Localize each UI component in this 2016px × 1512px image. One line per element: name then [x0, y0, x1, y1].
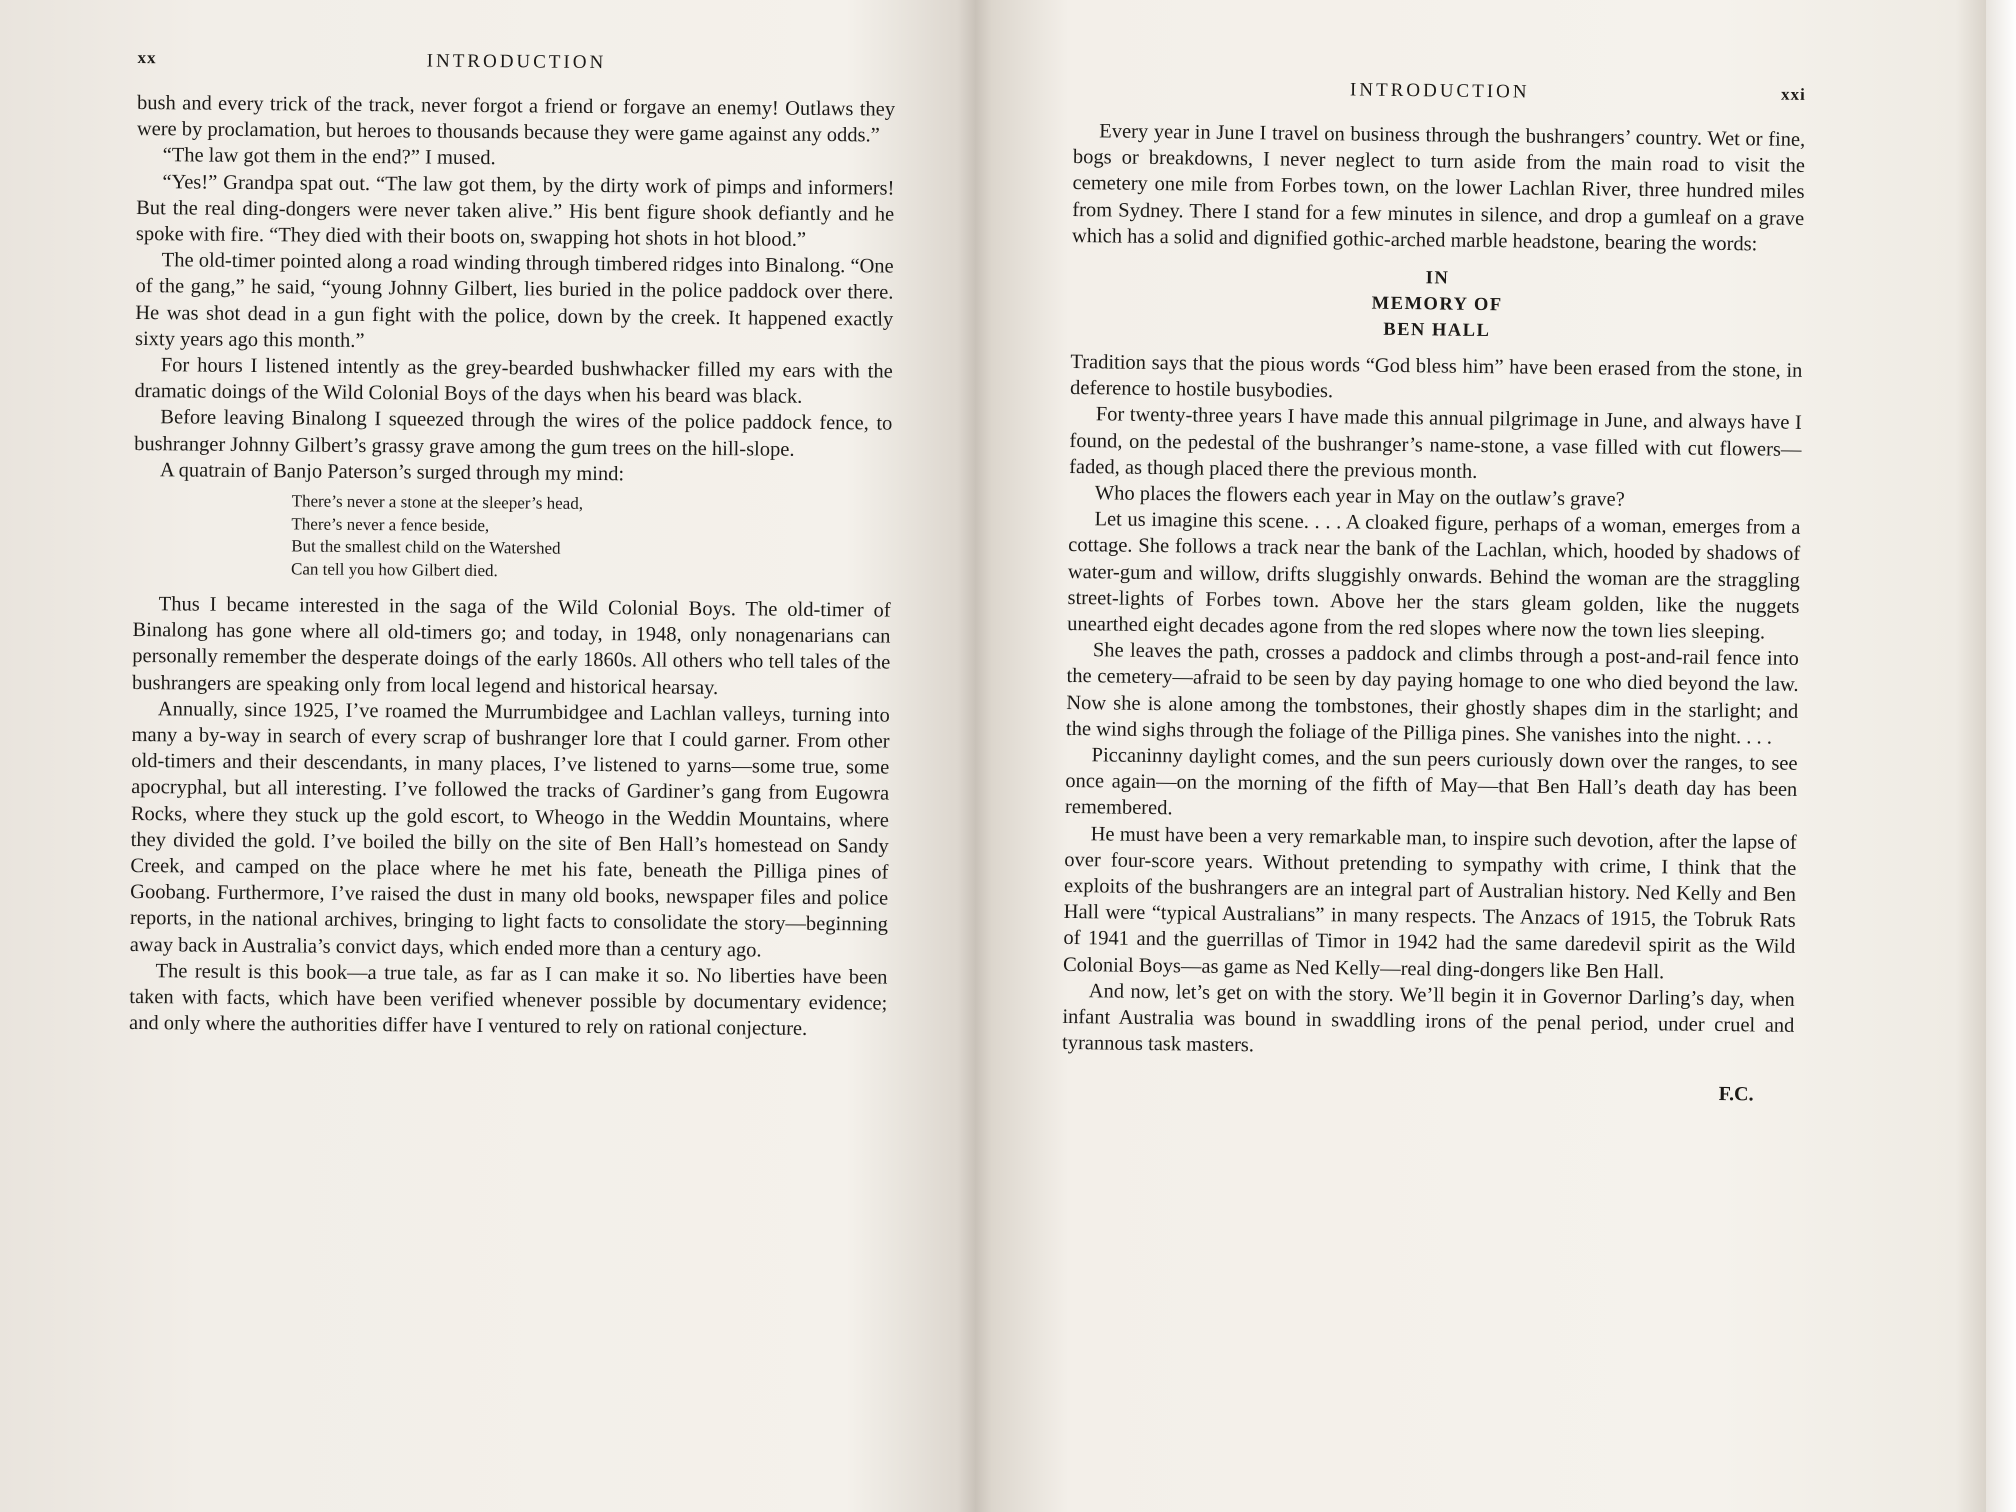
paragraph: Annually, since 1925, I’ve roamed the Murrumbidgee and Lachlan valleys, turning into many a by-way in search of every scrap of bushranger lore that I could garner. From other old-timers and their descendants, in many places, I’ve listened to yarns—some true, some apocryphal, but all interesting. I’ve followed the tracks of Gardiner’s gang from Eugowra Rocks, where they stuck up the gold escort, to Wheogo in the Weddin Mountains, where they divided the gold. I’ve boiled the billy on the site of Ben Hall’s homestead on Sandy Creek, and camped on the place where he met his fate, beneath the Pilliga pines of Goobang. Furthermore, I’ve raised the dust in many old books, newspaper files and police reports, in the national archives, bringing to light facts to consolidate the story—beginning away back in Australia’s convict days, which ended more than a century ago.	[129, 698, 890, 962]
verse-line: There’s never a stone at the sleeper’s head,	[291, 491, 584, 513]
paragraph: “The law got them in the end?” I mused.	[162, 144, 496, 170]
headstone-inscription	[1071, 261, 1804, 348]
running-head	[1073, 76, 1805, 127]
paragraph: Every year in June I travel on business through the bushrangers’ country. Wet or fine, bogs or breakdowns, I never neglect to turn aside from the main road to visit the cemetery one mile from Forbes town, on the lower Lachlan River, three hundred miles from Sydney. There I stand for a few minutes in silence, and drop a gumleaf on a grave which has a solid and dignified gothic-arched marble headstone, bearing the words:	[1071, 120, 1806, 256]
paragraph: Who places the flowers each year in May on the outlaw’s grave?	[1094, 482, 1625, 511]
paragraph: Before leaving Binalong I squeezed through the wires of the police paddock fence, to bushranger Johnny Gilbert’s grassy grave among the gum trees on the hill-slope.	[134, 406, 893, 461]
author-signature: F.C.	[1718, 1082, 1754, 1105]
paragraph: A quatrain of Banjo Paterson’s surged through my mind:	[159, 459, 625, 486]
running-head-title: INTRODUCTION	[426, 50, 607, 74]
page-number: xxi	[1780, 84, 1806, 104]
paragraph: And now, let’s get on with the story. We’ll begin it in Governor Darling’s day, when infant Australia was bound in swaddling irons of the penal period, under cruel and tyrannous task masters.	[1061, 980, 1795, 1057]
page-edge	[1986, 0, 2016, 1512]
verse-line: Can tell you how Gilbert died.	[290, 558, 498, 580]
running-head-title: INTRODUCTION	[1349, 79, 1530, 103]
paragraph: The old-timer pointed along a road winding through timbered ridges into Binalong. “One of the gang,” he said, “young Johnny Gilbert, lies buried in the police paddock over there. He was shot dead in a gun fight with the police, down by the creek. It happened exactly sixty years ago this month.”	[134, 249, 894, 352]
paragraph: He must have been a very remarkable man, to inspire such devotion, after the lapse of over four-score years. Without pretending to sympathy with crime, I think that the exploits of the bushrangers are an integral part of Australian history. Ned Kelly and Ben Hall were “typical Australians” in many respects. The Anzacs of 1915, the Tobruk Rats of 1941 and the guerrillas of Timor in 1942 had the same daredevil spirit as the Wild Colonial Boys—as game as Ned Kelly—real ding-dongers like Ben Hall.	[1062, 822, 1797, 983]
body-text	[1061, 118, 1805, 1106]
inscription-line: IN	[1425, 268, 1450, 289]
paragraph: For twenty-three years I have made this annual pilgrimage in June, and always have I found, on the pedestal of the bushranger’s name-stone, a vase filled with cut flowers—faded, as though placed there the previous month.	[1069, 403, 1802, 483]
paragraph: The result is this book—a true tale, as far as I can make it so. No liberties have been taken with facts, which have been verified whenever possible by documentary evidence; and only where the authorities differ have I ventured to rely on rational conjecture.	[128, 960, 888, 1041]
paragraph: “Yes!” Grandpa spat out. “The law got them, by the dirty work of pimps and informers! But the real ding-dongers were never taken alive.” His bent figure shook defiantly and he spoke with fire. “They died with their boots on, swapping hot shots in hot blood.”	[135, 170, 895, 251]
paragraph: For hours I listened intently as the grey-bearded bushwhacker filled my ears with the dramatic doings of the Wild Colonial Boys of the days when his beard was black.	[134, 354, 893, 409]
body-text	[129, 90, 895, 1043]
paragraph: She leaves the path, crosses a paddock and climbs through a post-and-rail fence into the cemetery—afraid to be seen by day paying homage to one who died beyond the law. Now she is alone among the tombstones, their ghostly shapes dim in the starlight; and the wind sighs through the foliage of the Pilliga pines. She vanishes into the night. . . .	[1065, 639, 1799, 749]
page-number: xx	[137, 47, 157, 68]
verse-line: There’s never a fence beside,	[291, 513, 490, 535]
paragraph: Let us imagine this scene. . . . A cloaked figure, perhaps of a woman, emerges from a cottage. She follows a track near the bank of the Lachlan, which, hooded by shadows of water-gum and willow, drifts sluggishly onwards. Behind the woman are the straggling street-lights of Forbes town. Above her the stars gleam golden, like the nuggets unearthed eight decades agone from the red slopes where now the town lies sleeping.	[1067, 508, 1801, 644]
left-page	[129, 0, 896, 1043]
verse-quatrain	[291, 490, 892, 585]
paragraph: bush and every trick of the track, never forgot a friend or forgave an enemy! Outlaws they were by proclamation, but heroes to thousands because they were game against any odds.”	[136, 91, 896, 147]
paragraph: Piccaninny daylight comes, and the sun peers curiously down over the ranges, to see once again—on the morning of the fifth of May—that Ben Hall’s death day has been remembered.	[1064, 744, 1798, 820]
paragraph: Thus I became interested in the saga of the Wild Colonial Boys. The old-timer of Binalong has gone where all old-timers go; and today, in 1948, only nonagenarians can personally remember the desperate doings of the early 1860s. All others who tell tales of the bushrangers are speaking only from local legend and historical hearsay.	[131, 593, 891, 699]
running-head	[137, 48, 895, 97]
verse-line: But the smallest child on the Watershed	[291, 536, 561, 558]
right-page	[1061, 70, 1805, 1106]
paragraph: Tradition says that the pious words “God bless him” have been erased from the stone, in deference to hostile busybodies.	[1069, 350, 1803, 403]
inscription-line: MEMORY OF	[1371, 293, 1503, 316]
inscription-line: BEN HALL	[1383, 319, 1491, 342]
